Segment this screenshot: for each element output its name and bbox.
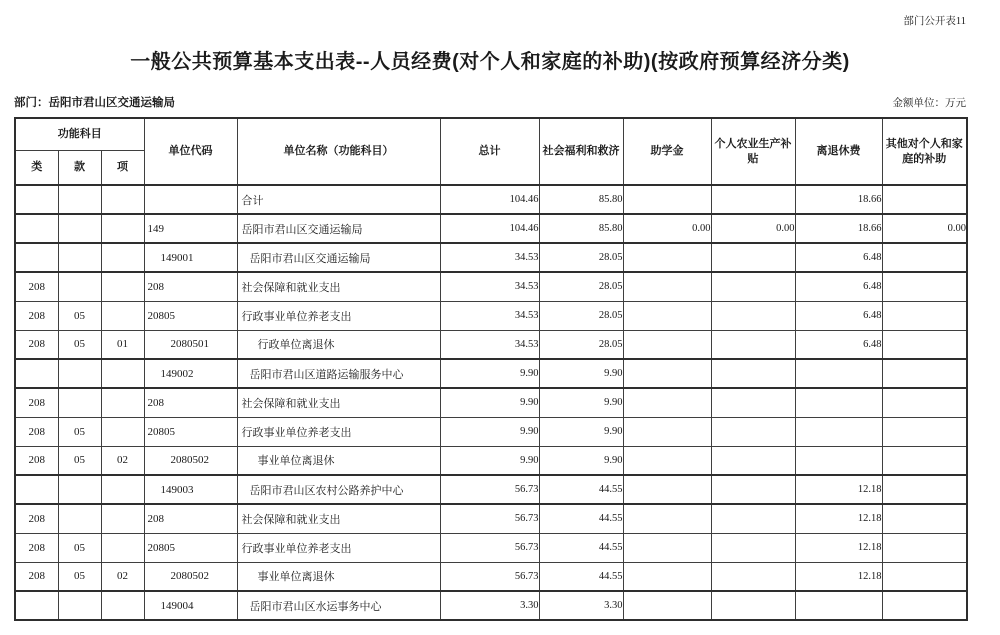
cell-kuan: [58, 214, 101, 243]
cell-unit-name: 合计: [237, 185, 440, 214]
cell-agri-subsidy: [711, 388, 795, 417]
cell-social-welfare: 44.55: [539, 533, 623, 562]
cell-social-welfare: 85.80: [539, 214, 623, 243]
cell-scholarship: [623, 533, 711, 562]
cell-retirement: 18.66: [795, 214, 882, 243]
cell-unit-code: 2080502: [144, 446, 237, 475]
cell-xiang: [101, 533, 144, 562]
table-row: [15, 272, 967, 301]
cell-unit-code: 208: [144, 272, 237, 301]
cell-social-welfare: 9.90: [539, 388, 623, 417]
cell-total: 34.53: [440, 243, 539, 272]
cell-agri-subsidy: [711, 446, 795, 475]
department-label: 部门：岳阳市君山区交通运输局: [14, 97, 175, 109]
cell-unit-code: 208: [144, 504, 237, 533]
table-row: [15, 446, 967, 475]
cell-kuan: 05: [58, 330, 101, 359]
cell-lei: 208: [15, 330, 58, 359]
cell-social-welfare: 28.05: [539, 330, 623, 359]
cell-kuan: [58, 475, 101, 504]
cell-xiang: [101, 388, 144, 417]
cell-xiang: 02: [101, 562, 144, 591]
table-header: [15, 118, 967, 185]
cell-scholarship: [623, 446, 711, 475]
table-row: [15, 243, 967, 272]
cell-kuan: 05: [58, 301, 101, 330]
cell-kuan: [58, 504, 101, 533]
cell-retirement: 12.18: [795, 562, 882, 591]
header-xiang: 项: [101, 150, 144, 185]
cell-other-subsidy: [882, 446, 967, 475]
table-body: [15, 185, 967, 620]
cell-lei: [15, 214, 58, 243]
cell-unit-name: 社会保障和就业支出: [237, 388, 440, 417]
cell-scholarship: [623, 475, 711, 504]
cell-agri-subsidy: [711, 562, 795, 591]
cell-unit-code: 208: [144, 388, 237, 417]
cell-total: 56.73: [440, 562, 539, 591]
cell-retirement: 6.48: [795, 330, 882, 359]
cell-agri-subsidy: [711, 301, 795, 330]
cell-unit-name: 行政事业单位养老支出: [237, 301, 440, 330]
cell-total: 9.90: [440, 359, 539, 388]
table-row: [15, 330, 967, 359]
cell-retirement: 12.18: [795, 533, 882, 562]
cell-unit-code: 20805: [144, 417, 237, 446]
cell-unit-code: 2080501: [144, 330, 237, 359]
table-row: [15, 591, 967, 620]
cell-kuan: [58, 243, 101, 272]
cell-xiang: [101, 185, 144, 214]
cell-lei: 208: [15, 533, 58, 562]
cell-other-subsidy: 0.00: [882, 214, 967, 243]
cell-retirement: [795, 359, 882, 388]
cell-other-subsidy: [882, 562, 967, 591]
cell-agri-subsidy: [711, 504, 795, 533]
cell-unit-code: [144, 185, 237, 214]
cell-kuan: 05: [58, 533, 101, 562]
header-agri-subsidy: 个人农业生产补贴: [711, 118, 795, 185]
cell-agri-subsidy: 0.00: [711, 214, 795, 243]
cell-xiang: [101, 591, 144, 620]
cell-lei: 208: [15, 301, 58, 330]
cell-retirement: 12.18: [795, 504, 882, 533]
cell-total: 34.53: [440, 301, 539, 330]
cell-scholarship: 0.00: [623, 214, 711, 243]
cell-lei: 208: [15, 417, 58, 446]
cell-unit-name: 行政单位离退休: [237, 330, 440, 359]
cell-other-subsidy: [882, 417, 967, 446]
header-scholarship: 助学金: [623, 118, 711, 185]
cell-retirement: 6.48: [795, 301, 882, 330]
cell-other-subsidy: [882, 301, 967, 330]
cell-social-welfare: 28.05: [539, 243, 623, 272]
cell-unit-name: 岳阳市君山区道路运输服务中心: [237, 359, 440, 388]
budget-table: [14, 117, 968, 621]
doc-label: 部门公开表11: [903, 16, 966, 27]
table-row: [15, 359, 967, 388]
cell-social-welfare: 44.55: [539, 504, 623, 533]
cell-xiang: [101, 301, 144, 330]
cell-scholarship: [623, 243, 711, 272]
cell-retirement: [795, 417, 882, 446]
table-row: [15, 185, 967, 214]
cell-other-subsidy: [882, 475, 967, 504]
header-unit-code: 单位代码: [144, 118, 237, 185]
header-total: 总计: [440, 118, 539, 185]
cell-scholarship: [623, 562, 711, 591]
cell-social-welfare: 85.80: [539, 185, 623, 214]
cell-unit-name: 岳阳市君山区交通运输局: [237, 243, 440, 272]
cell-social-welfare: 44.55: [539, 475, 623, 504]
cell-xiang: [101, 359, 144, 388]
cell-kuan: [58, 388, 101, 417]
cell-xiang: [101, 272, 144, 301]
cell-kuan: [58, 272, 101, 301]
cell-retirement: 6.48: [795, 243, 882, 272]
cell-unit-code: 149004: [144, 591, 237, 620]
cell-retirement: 12.18: [795, 475, 882, 504]
cell-retirement: [795, 446, 882, 475]
cell-social-welfare: 44.55: [539, 562, 623, 591]
cell-xiang: [101, 504, 144, 533]
cell-total: 56.73: [440, 504, 539, 533]
cell-kuan: 05: [58, 562, 101, 591]
cell-lei: [15, 243, 58, 272]
cell-other-subsidy: [882, 243, 967, 272]
table-row: [15, 504, 967, 533]
sub-header: [14, 94, 966, 110]
cell-other-subsidy: [882, 591, 967, 620]
cell-retirement: 18.66: [795, 185, 882, 214]
cell-lei: [15, 591, 58, 620]
cell-unit-name: 岳阳市君山区农村公路养护中心: [237, 475, 440, 504]
table-row: [15, 562, 967, 591]
cell-social-welfare: 9.90: [539, 417, 623, 446]
cell-retirement: [795, 591, 882, 620]
cell-xiang: [101, 417, 144, 446]
cell-unit-code: 149: [144, 214, 237, 243]
cell-other-subsidy: [882, 330, 967, 359]
cell-agri-subsidy: [711, 417, 795, 446]
cell-scholarship: [623, 359, 711, 388]
cell-other-subsidy: [882, 504, 967, 533]
cell-agri-subsidy: [711, 359, 795, 388]
cell-agri-subsidy: [711, 185, 795, 214]
cell-lei: [15, 185, 58, 214]
cell-social-welfare: 28.05: [539, 272, 623, 301]
table-row: [15, 214, 967, 243]
cell-social-welfare: 3.30: [539, 591, 623, 620]
cell-scholarship: [623, 504, 711, 533]
header-unit-name: 单位名称（功能科目）: [237, 118, 440, 185]
cell-unit-name: 事业单位离退休: [237, 446, 440, 475]
cell-total: 34.53: [440, 272, 539, 301]
cell-unit-name: 行政事业单位养老支出: [237, 417, 440, 446]
cell-xiang: [101, 214, 144, 243]
cell-other-subsidy: [882, 272, 967, 301]
cell-unit-code: 20805: [144, 301, 237, 330]
cell-unit-name: 社会保障和就业支出: [237, 272, 440, 301]
cell-total: 104.46: [440, 185, 539, 214]
cell-unit-name: 事业单位离退休: [237, 562, 440, 591]
page-title: 一般公共预算基本支出表--人员经费(对个人和家庭的补助)(按政府预算经济分类): [130, 51, 850, 73]
cell-unit-code: 149003: [144, 475, 237, 504]
cell-other-subsidy: [882, 533, 967, 562]
cell-kuan: [58, 185, 101, 214]
cell-agri-subsidy: [711, 330, 795, 359]
table-row: [15, 388, 967, 417]
header-func-subject: 功能科目: [15, 118, 144, 150]
cell-total: 56.73: [440, 475, 539, 504]
cell-social-welfare: 9.90: [539, 446, 623, 475]
cell-agri-subsidy: [711, 272, 795, 301]
header-other-subsidy: 其他对个人和家庭的补助: [882, 118, 967, 185]
cell-total: 56.73: [440, 533, 539, 562]
cell-xiang: [101, 475, 144, 504]
table-row: [15, 533, 967, 562]
cell-other-subsidy: [882, 388, 967, 417]
cell-lei: 208: [15, 388, 58, 417]
cell-xiang: 01: [101, 330, 144, 359]
cell-unit-code: 149002: [144, 359, 237, 388]
cell-unit-name: 岳阳市君山区水运事务中心: [237, 591, 440, 620]
cell-kuan: 05: [58, 417, 101, 446]
cell-unit-code: 20805: [144, 533, 237, 562]
cell-total: 3.30: [440, 591, 539, 620]
cell-kuan: [58, 591, 101, 620]
table-row: [15, 417, 967, 446]
cell-scholarship: [623, 185, 711, 214]
cell-scholarship: [623, 272, 711, 301]
cell-scholarship: [623, 417, 711, 446]
header-lei: 类: [15, 150, 58, 185]
header-retirement: 离退休费: [795, 118, 882, 185]
cell-unit-code: 149001: [144, 243, 237, 272]
cell-xiang: [101, 243, 144, 272]
cell-total: 9.90: [440, 417, 539, 446]
cell-agri-subsidy: [711, 243, 795, 272]
cell-scholarship: [623, 330, 711, 359]
cell-xiang: 02: [101, 446, 144, 475]
cell-total: 34.53: [440, 330, 539, 359]
cell-unit-code: 2080502: [144, 562, 237, 591]
cell-social-welfare: 28.05: [539, 301, 623, 330]
cell-lei: 208: [15, 446, 58, 475]
cell-kuan: 05: [58, 446, 101, 475]
cell-scholarship: [623, 591, 711, 620]
cell-total: 104.46: [440, 214, 539, 243]
cell-kuan: [58, 359, 101, 388]
header-kuan: 款: [58, 150, 101, 185]
cell-lei: 208: [15, 272, 58, 301]
cell-other-subsidy: [882, 359, 967, 388]
header-social-welfare: 社会福利和救济: [539, 118, 623, 185]
cell-lei: 208: [15, 562, 58, 591]
cell-unit-name: 社会保障和就业支出: [237, 504, 440, 533]
cell-agri-subsidy: [711, 533, 795, 562]
cell-total: 9.90: [440, 388, 539, 417]
cell-total: 9.90: [440, 446, 539, 475]
cell-lei: [15, 475, 58, 504]
cell-unit-name: 岳阳市君山区交通运输局: [237, 214, 440, 243]
cell-agri-subsidy: [711, 591, 795, 620]
cell-retirement: 6.48: [795, 272, 882, 301]
cell-scholarship: [623, 301, 711, 330]
cell-scholarship: [623, 388, 711, 417]
cell-other-subsidy: [882, 185, 967, 214]
cell-social-welfare: 9.90: [539, 359, 623, 388]
table-row: [15, 301, 967, 330]
cell-agri-subsidy: [711, 475, 795, 504]
cell-lei: 208: [15, 504, 58, 533]
cell-unit-name: 行政事业单位养老支出: [237, 533, 440, 562]
amount-unit-label: 金额单位：万元: [892, 98, 966, 109]
cell-lei: [15, 359, 58, 388]
table-row: [15, 475, 967, 504]
cell-retirement: [795, 388, 882, 417]
